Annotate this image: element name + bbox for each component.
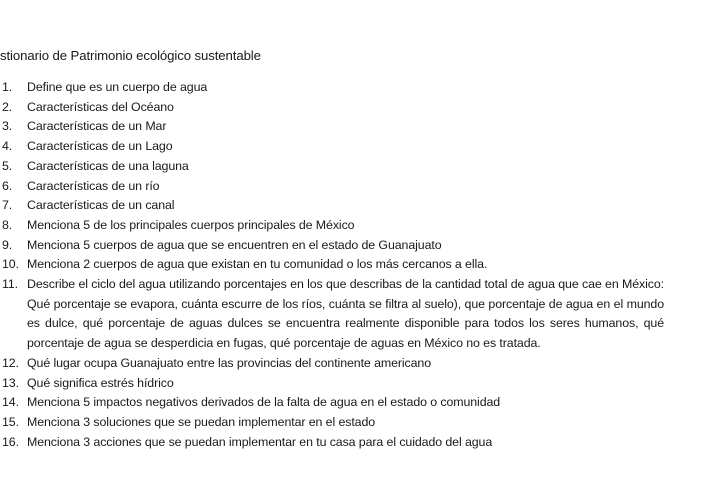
question-number: 16. [2,434,19,449]
question-text: Características de una laguna [27,158,189,173]
question-number: 15. [2,414,19,429]
question-text: Describe el ciclo del agua utilizando porcentajes en los que describas de la cantidad total de agua que cae en México: Qué porcentaje se evapora, cuánta escurre de los ríos, cuánta se filtra al suelo), que porcentaje de agua en el mundo es dulce, qué porcentaje de aguas dulces se encuentra realmente disponible para todos los seres humanos, qué porcentaje de agua se desperdicia en fugas, qué porcentaje de aguas en México no es tratada. [27,277,664,351]
question-text: Menciona 5 de los principales cuerpos principales de México [27,217,355,232]
question-item [2,275,664,354]
question-number: 9. [2,237,13,252]
question-text: Menciona 5 cuerpos de agua que se encuentren en el estado de Guanajuato [27,237,442,252]
question-item [2,177,664,197]
question-item [2,216,664,236]
question-text: Características de un río [27,178,160,193]
question-item [2,196,664,216]
question-item [2,433,664,453]
question-text: Menciona 3 soluciones que se puedan implementar en el estado [27,414,376,429]
question-number: 6. [2,178,13,193]
question-item [2,255,664,275]
question-number: 12. [2,355,19,370]
question-text: Define que es un cuerpo de agua [27,80,208,94]
question-number: 5. [2,158,13,173]
question-item [2,354,664,374]
question-number: 1. [2,80,13,94]
question-list [2,78,664,452]
question-text: Características del Océano [27,99,174,114]
question-number: 3. [2,119,13,134]
question-item [2,137,664,157]
question-item [2,393,664,413]
question-number: 7. [2,198,13,213]
question-text: Características de un Lago [27,139,173,154]
question-item [2,157,664,177]
question-item [2,117,664,137]
question-item [2,98,664,118]
question-number: 10. [2,257,19,272]
question-text: Menciona 3 acciones que se puedan implementar en tu casa para el cuidado del agua [27,434,493,449]
question-text: Menciona 5 impactos negativos derivados de la falta de agua en el estado o comunidad [27,395,501,410]
question-text: Menciona 2 cuerpos de agua que existan en tu comunidad o los más cercanos a ella. [27,257,488,272]
question-item [2,374,664,394]
question-item [2,236,664,256]
question-item [2,413,664,433]
question-text: Características de un canal [27,198,175,213]
question-number: 8. [2,217,13,232]
question-text: Qué significa estrés hídrico [27,375,174,390]
question-number: 13. [2,375,19,390]
document-title: stionario de Patrimonio ecológico sustentable [0,48,261,63]
question-text: Qué lugar ocupa Guanajuato entre las provincias del continente americano [27,355,432,370]
question-number: 2. [2,99,13,114]
question-number: 11. [2,277,19,292]
question-number: 14. [2,395,19,410]
question-number: 4. [2,139,13,154]
question-item [2,78,664,98]
question-text: Características de un Mar [27,119,167,134]
